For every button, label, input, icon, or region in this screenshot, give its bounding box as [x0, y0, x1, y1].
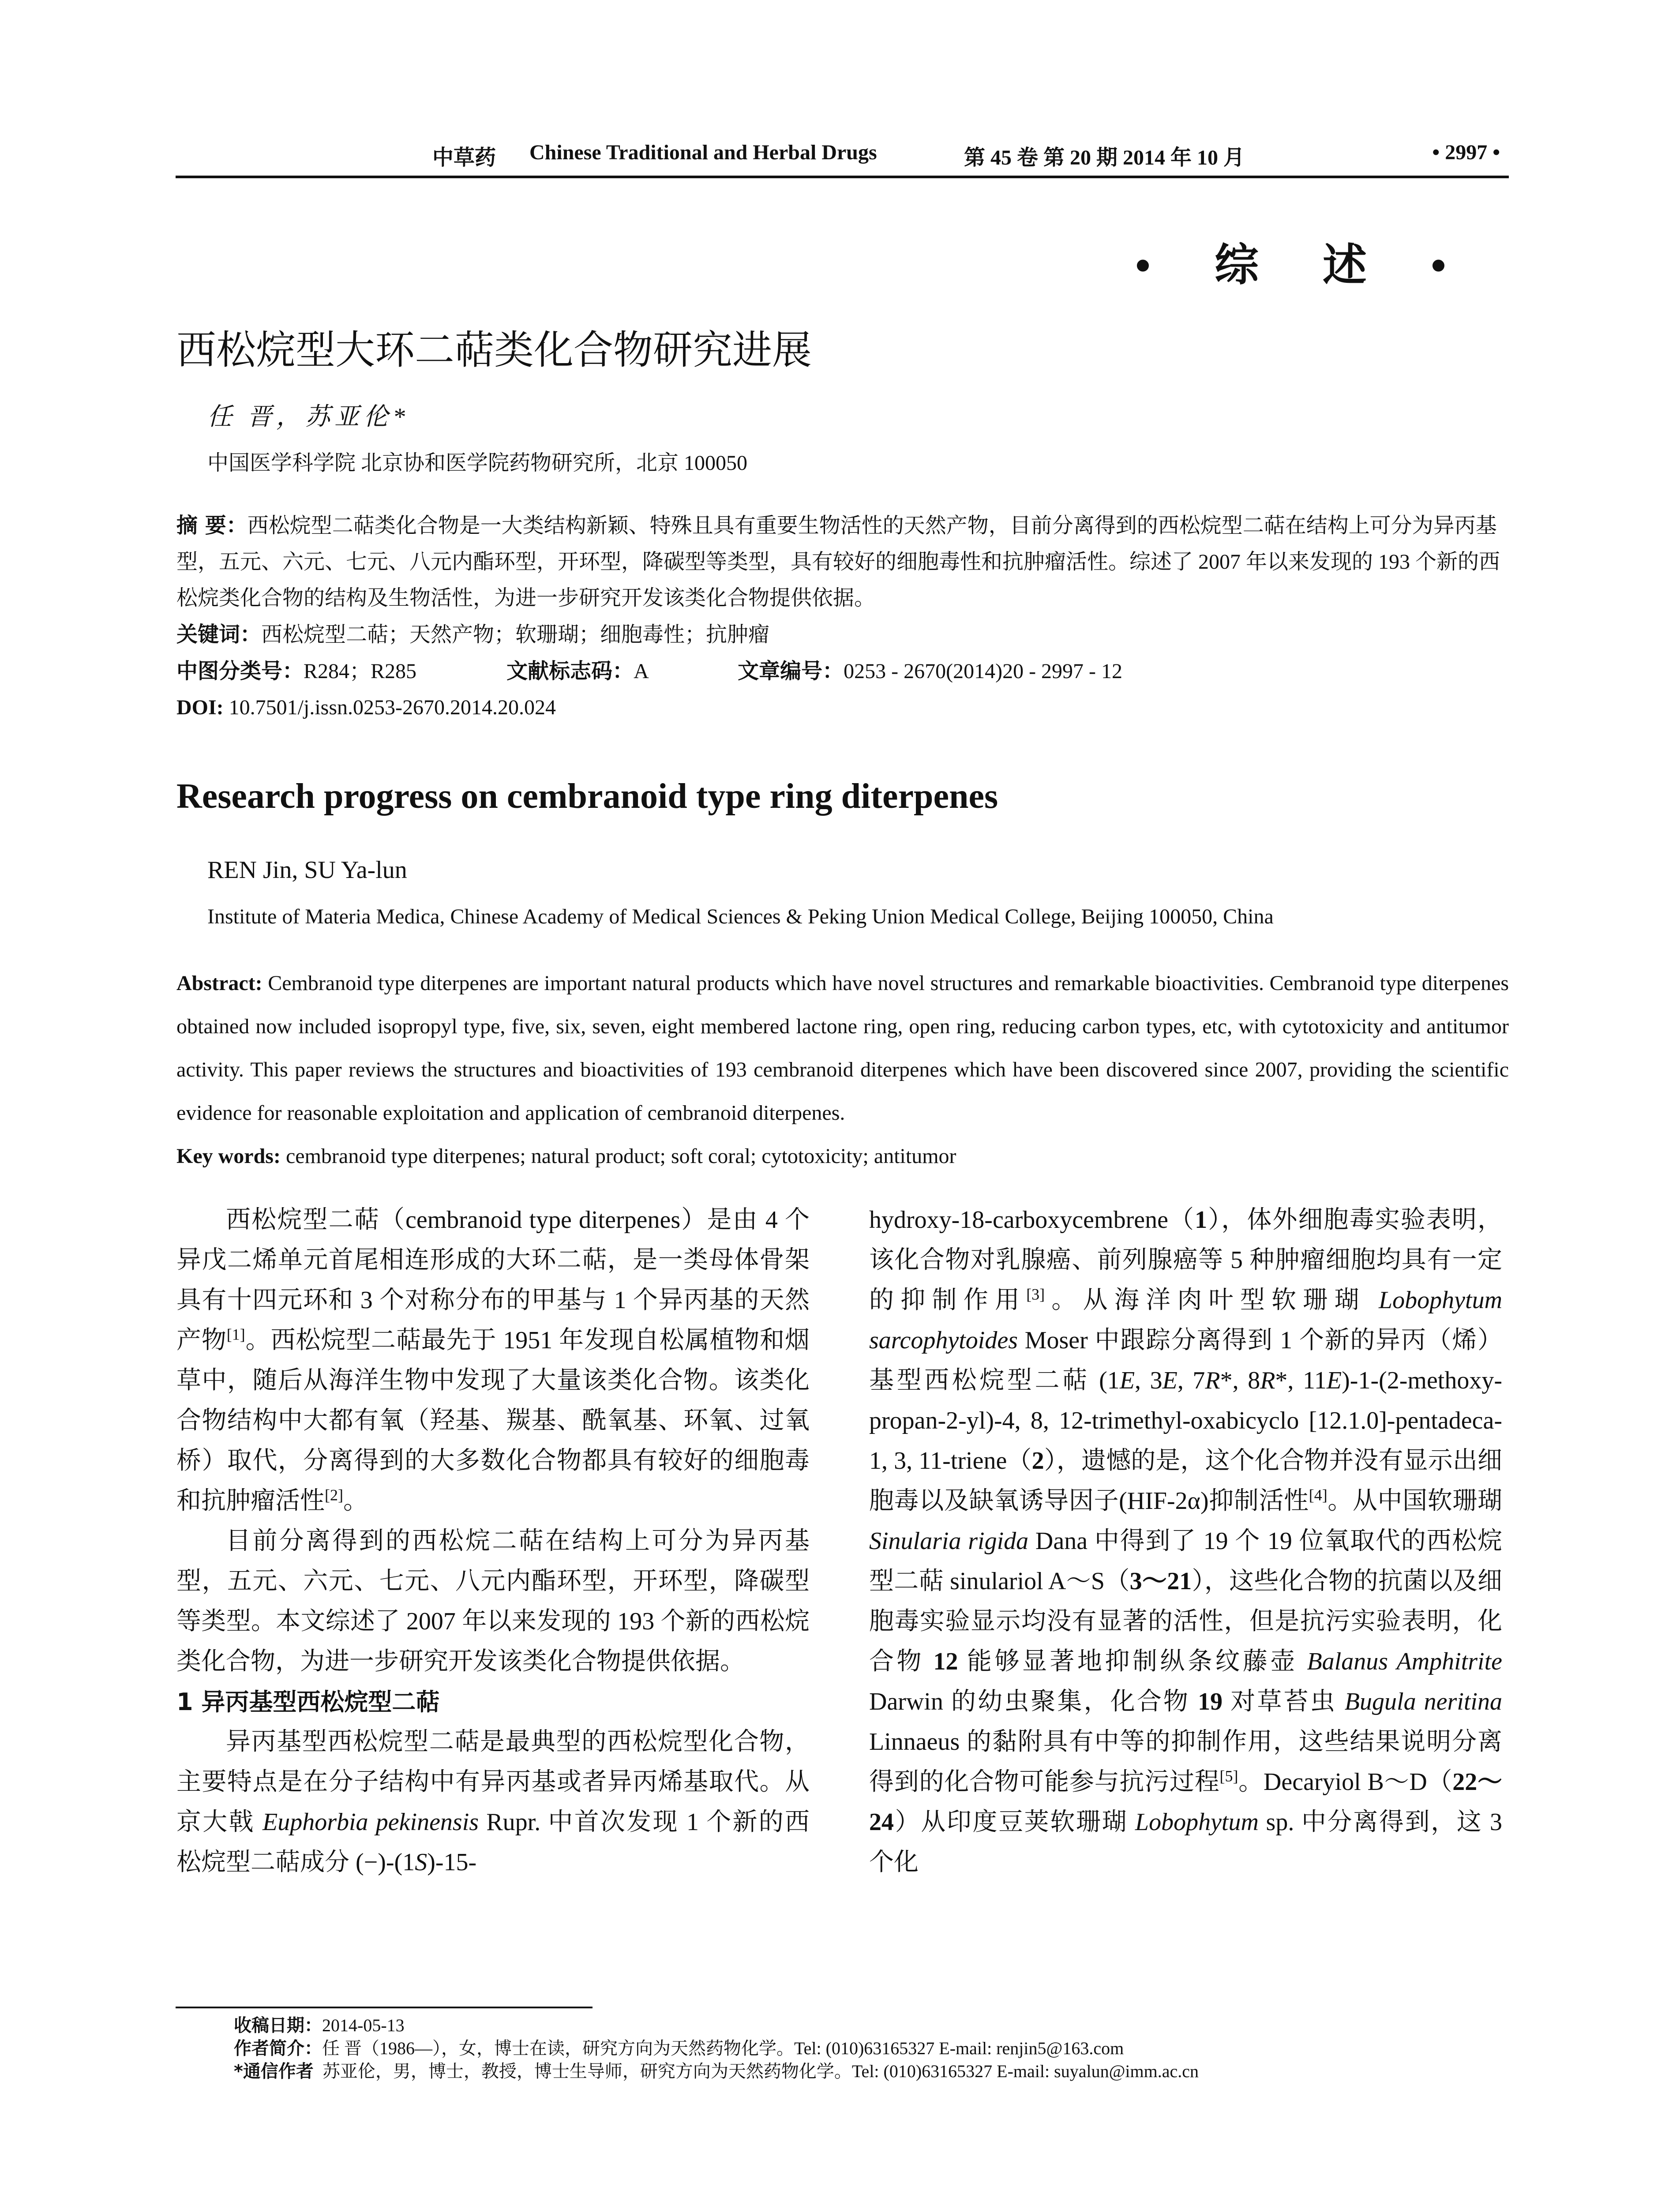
body-text: 西松烷型二萜（cembranoid type diterpenes）是由 4 个异戊二烯单元首尾相连形成的大环二萜，是一类母体骨架具有十四元环和 3 个对称分布的甲基与 1 个异丙基的天然产物	[176, 1206, 810, 1354]
body-paragraph	[176, 1200, 810, 1521]
doi-label: DOI:	[176, 696, 224, 719]
doi-value[interactable]: 10.7501/j.issn.0253-2670.2014.20.024	[229, 696, 556, 719]
footnote-label: 收稿日期：	[234, 2015, 322, 2036]
clc-value: R284；R285	[304, 660, 417, 683]
affiliation-cn: 中国医学科学院 北京协和医学院药物研究所，北京 100050	[207, 451, 748, 475]
abstract-en-text: Cembranoid type diterpenes are important natural products which have novel structures and remarkable bioactivities. Cembranoid type diterpenes obtained now included isopropyl type, five, six, seven, eight membered lactone ring, open ring, reducing carbon types, etc, with cytotoxicity and antitumor activity. This paper reviews the structures and bioactivities of 193 cembranoid diterpenes which have been discovered since 2007, providing the scientific evidence for reasonable exploitation and application of cembranoid diterpenes.	[176, 972, 1509, 1125]
affiliation-en: Institute of Materia Medica, Chinese Academy of Medical Sciences & Peking Union Medical College, Beijing 100050, China	[207, 905, 1274, 928]
compound-number: 22～24	[869, 1768, 1502, 1836]
species-name: Bugula neritina	[1344, 1688, 1502, 1715]
abstract-en-block	[176, 962, 1509, 1178]
body-text: Dana 中得到了 19 个 19 位氧取代的西松烷型二萜 sinulariol A～S（	[869, 1527, 1502, 1595]
article-no-label: 文章编号：	[738, 659, 844, 683]
keywords-cn-text: 西松烷型二萜；天然产物；软珊瑚；细胞毒性；抗肿瘤	[261, 623, 770, 646]
body-text: , 3	[1135, 1367, 1162, 1394]
footnote-author	[234, 2037, 1199, 2060]
section-heading-1: 1 异丙基型西松烷型二萜	[176, 1688, 440, 1716]
issue-info: 第 45 卷 第 20 期 2014 年 10 月	[964, 146, 1245, 169]
body-text: sp. 中分离得到，这 3 个化	[869, 1808, 1503, 1876]
body-text: 对草苔虫	[1222, 1688, 1345, 1715]
body-text: ），这些化合物的抗菌以及细胞毒实验显示均没有显著的活性，但是抗污实验表明，化合物	[869, 1568, 1503, 1675]
body-column-left	[176, 1200, 810, 1883]
body-text: 。从海洋肉叶型软珊瑚	[1045, 1287, 1379, 1314]
section-tag: • 综 述 •	[1135, 241, 1473, 290]
body-text: 。	[343, 1487, 368, 1515]
species-name: Balanus Amphitrite	[1307, 1648, 1503, 1675]
keywords-en-text: cembranoid type diterpenes; natural product; soft coral; cytotoxicity; antitumor	[285, 1144, 956, 1168]
body-text: ），体外细胞毒实验表明，该化合物对乳腺癌、前列腺癌等 5 种肿瘤细胞均具有一定的抑制作用	[869, 1206, 1503, 1314]
body-text: 。从中国软珊瑚	[1327, 1487, 1502, 1515]
footnote-corresponding	[234, 2060, 1199, 2083]
doi-line	[176, 690, 1509, 726]
body-text: 能够显著地抑制纵条纹藤壶	[958, 1648, 1307, 1675]
abstract-cn-block	[176, 507, 1509, 726]
footnote-label: *通信作者	[234, 2061, 314, 2082]
stereo-descriptor: R	[1205, 1367, 1220, 1394]
body-text: *, 8	[1220, 1367, 1260, 1394]
body-text: , 7	[1177, 1367, 1205, 1394]
stereo-descriptor: S	[415, 1849, 428, 1876]
body-text: *, 11	[1275, 1367, 1327, 1394]
body-text: ），遗憾的是，这个化合物并没有显示出细胞毒以及缺氧诱导因子(HIF-2α)抑制活性	[869, 1447, 1503, 1515]
abstract-cn-label: 摘 要：	[176, 513, 248, 538]
body-text: Rupr. 中首次发现 1 个新的西松烷型二萜成分 (−)-(1	[176, 1808, 810, 1876]
footnote-received	[234, 2014, 1199, 2037]
body-text: hydroxy-18-carboxycembrene（	[869, 1206, 1195, 1234]
abstract-en	[176, 962, 1509, 1135]
abstract-cn-text: 西松烷型二萜类化合物是一大类结构新颖、特殊且具有重要生物活性的天然产物，目前分离得到的西松烷型二萜在结构上可分为异丙基型，五元、六元、七元、八元内酯环型，开环型，降碳型等类型，具有较好的细胞毒性和抗肿瘤活性。综述了 2007 年以来发现的 193 个新的西松烷类化合物的结构及生物活性，为进一步研究开发该类化合物提供依据。	[176, 514, 1500, 610]
compound-number: 12	[933, 1648, 958, 1675]
paper-title-cn: 西松烷型大环二萜类化合物研究进展	[176, 327, 812, 373]
article-no-value: 0253 - 2670(2014)20 - 2997 - 12	[844, 660, 1123, 683]
keywords-en-label: Key words:	[176, 1144, 281, 1168]
body-text: 。西松烷型二萜最先于 1951 年发现自松属植物和烟草中，随后从海洋生物中发现了大量该类化合物。该类化合物结构中大都有氧（羟基、羰基、酰氧基、环氧、过氧桥）取代，分离得到的大多数化合物都具有较好的细胞毒和抗肿瘤活性	[176, 1327, 810, 1515]
citation-3[interactable]: [3]	[1026, 1285, 1045, 1303]
species-name: Lobophytum	[1135, 1808, 1259, 1836]
authors-en: REN Jin, SU Ya-lun	[207, 856, 407, 884]
authors-cn: 任 晋，苏亚伦*	[207, 403, 409, 431]
citation-4[interactable]: [4]	[1309, 1486, 1328, 1504]
compound-number: 3～21	[1129, 1568, 1192, 1595]
abstract-en-label: Abstract:	[176, 972, 262, 995]
species-name: Lobophytum sarcophytoides	[869, 1287, 1503, 1354]
body-text: )-1-(2-methoxy-propan-2-yl)-4, 8, 12-trimethyl-oxabicyclo [12.1.0]-pentadeca-1, 3, 11-triene（	[869, 1367, 1503, 1474]
body-text: ）从印度豆荚软珊瑚	[894, 1808, 1135, 1836]
body-text: Moser 中跟踪分离得到 1 个新的异丙（烯）基型西松烷型二萜 (1	[869, 1327, 1502, 1394]
footnote-text: 2014-05-13	[322, 2015, 405, 2035]
stereo-descriptor: R	[1260, 1367, 1275, 1394]
species-name: Sinularia rigida	[869, 1527, 1029, 1555]
paper-title-en: Research progress on cembranoid type ring diterpenes	[176, 777, 998, 816]
citation-1[interactable]: [1]	[226, 1325, 245, 1343]
clc-label: 中图分类号：	[176, 659, 304, 683]
keywords-cn	[176, 616, 1509, 653]
body-paragraph: 目前分离得到的西松烷二萜在结构上可分为异丙基型，五元、六元、七元、八元内酯环型，开环型，降碳型等类型。本文综述了 2007 年以来发现的 193 个新的西松烷类化合物，为进一步研究开发该类化合物提供依据。	[176, 1527, 810, 1675]
keywords-en	[176, 1135, 1509, 1178]
footnote-text: 苏亚伦，男，博士，教授，博士生导师，研究方向为天然药物化学。Tel: (010)63165327 E-mail: suyalun@imm.ac.cn	[322, 2061, 1199, 2081]
body-paragraph	[869, 1200, 1502, 1883]
species-name: Euphorbia pekinensis	[262, 1808, 479, 1836]
body-column-right	[869, 1200, 1502, 1883]
body-text: Linnaeus 的黏附具有中等的抑制作用，这些结果说明分离得到的化合物可能参与抗污过程	[869, 1728, 1502, 1796]
abstract-cn	[176, 507, 1509, 616]
body-text: )-15-	[427, 1849, 477, 1876]
header-rule	[176, 176, 1509, 178]
footnotes	[234, 2014, 1199, 2083]
body-text: 异丙基型西松烷型二萜是最典型的西松烷型化合物，主要特点是在分子结构中有异丙基或者异丙烯基取代。从京大戟	[176, 1728, 810, 1836]
body-paragraph	[176, 1722, 810, 1883]
doc-code-value: A	[634, 660, 648, 683]
journal-name-en: Chinese Traditional and Herbal Drugs	[529, 141, 877, 164]
compound-number: 2	[1031, 1447, 1044, 1474]
doc-code-label: 文献标志码：	[506, 659, 634, 683]
page-number: • 2997 •	[1432, 141, 1500, 164]
compound-number: 19	[1198, 1688, 1223, 1715]
citation-2[interactable]: [2]	[325, 1486, 343, 1504]
stereo-descriptor: E	[1162, 1367, 1178, 1394]
citation-5[interactable]: [5]	[1219, 1767, 1238, 1785]
stereo-descriptor: E	[1119, 1367, 1135, 1394]
journal-name-cn: 中草药	[432, 146, 496, 169]
keywords-cn-label: 关键词：	[176, 622, 262, 647]
footnote-label: 作者简介：	[234, 2038, 322, 2059]
footnote-rule	[176, 2007, 592, 2008]
stereo-descriptor: E	[1326, 1367, 1342, 1394]
body-text: Darwin 的幼虫聚集，化合物	[869, 1688, 1198, 1715]
footnote-text: 任 晋（1986—），女，博士在读，研究方向为天然药物化学。Tel: (010)63165327 E-mail: renjin5@163.com	[322, 2038, 1124, 2058]
compound-number: 1	[1195, 1206, 1208, 1234]
body-text: 。Decaryiol B～D（	[1238, 1768, 1453, 1796]
classification-line	[176, 653, 1509, 690]
